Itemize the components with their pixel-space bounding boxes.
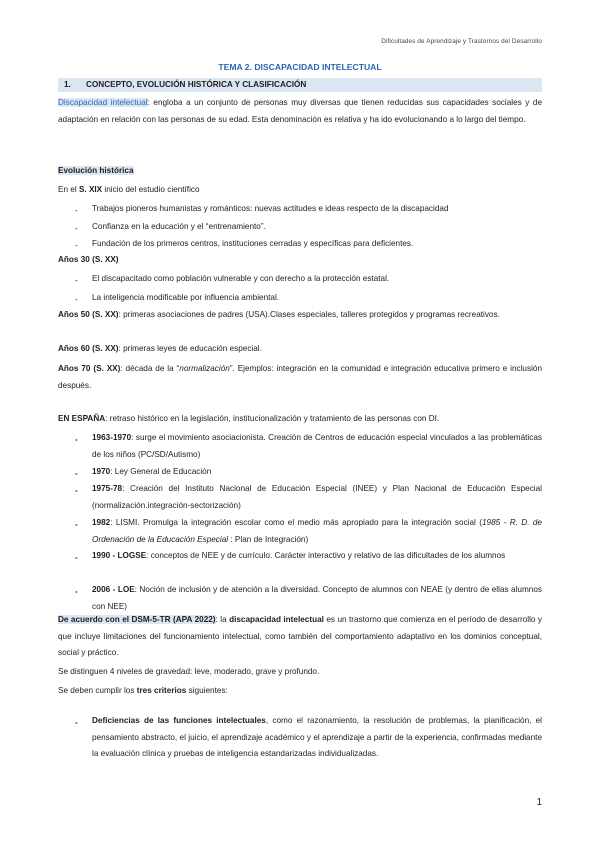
dsm-paragraph (58, 612, 542, 662)
item-text: : conceptos de NEE y de currículo. Carácter interactivo y relativo de las dificultades de los alumnos (146, 551, 506, 560)
a70-italic: normalización (179, 364, 230, 373)
item-text: : LISMI. Promulga la integración escolar como el medio más apropiado para la integración social ( (110, 518, 482, 527)
criterios-line (58, 683, 542, 700)
dsm-text: es un trastorno que comienza en el período de desarrollo y que incluye limitaciones del funcionamiento intelectual, como también del comportamiento adaptativo en los dominios conceptual, social y práctico. (58, 615, 542, 658)
a60-text: : primeras leyes de educación especial. (118, 344, 262, 353)
item-bold: 1975-78 (92, 484, 123, 493)
sxix-post: inicio del estudio científico (102, 185, 200, 194)
intro-paragraph (58, 95, 542, 128)
a70-post: ”. Ejemplos: integración en la comunidad e integración educativa primero e inclusión después. (58, 364, 542, 390)
item-text: : surge el movimiento asociacionista. Creación de Centros de educación especial vinculados a las problemáticas de los niños (PC/SD/Autismo) (92, 433, 542, 459)
section-label: CONCEPTO, EVOLUCIÓN HISTÓRICA Y CLASIFICACIÓN (86, 80, 307, 89)
item-text: : Ley General de Educación (110, 467, 212, 476)
dsm-bold: De acuerdo con el DSM-5-TR (APA 2022) (58, 615, 216, 624)
bullet-dash: - (75, 718, 78, 727)
section-number: 1. (64, 80, 71, 89)
evolucion-heading-line (58, 163, 542, 180)
dsm-term: discapacidad intelectual (229, 615, 324, 624)
item-bold: 2006 - LOE (92, 585, 135, 594)
bullet-dash: - (75, 587, 78, 596)
evolucion-heading: Evolución histórica (58, 166, 134, 175)
espana-item (92, 582, 542, 615)
espana-item (92, 464, 542, 481)
sxix-line (58, 182, 542, 199)
list-item: Trabajos pioneros humanistas y románticos: nuevas actitudes e ideas respecto de la discapacidad (92, 204, 449, 213)
bullet-dash: - (75, 486, 78, 495)
page-title: TEMA 2. DISCAPACIDAD INTELECTUAL (218, 62, 382, 72)
list-item: Fundación de los primeros centros, instituciones cerradas y específicas para deficientes. (92, 239, 414, 248)
criterio-text: , como el razonamiento, la resolución de problemas, la planificación, el pensamiento abstracto, el juicio, el aprendizaje académico y el aprendizaje a partir de la experiencia, confirmadas mediante la evaluación clínica y pruebas de inteligencia estandarizadas individualizadas. (92, 716, 542, 759)
a50-paragraph (58, 307, 542, 324)
niveles-line: Se distinguen 4 niveles de gravedad: leve, moderado, grave y profundo. (58, 667, 320, 676)
list-item: Confianza en la educación y el “entrenamiento”. (92, 222, 266, 231)
a30-heading: Años 30 (S. XX) (58, 255, 119, 264)
espana-text: : retraso histórico en la legislación, institucionalización y tratamiento de las personas con DI. (105, 414, 440, 423)
bullet-dash: - (75, 206, 78, 215)
bullet-dash: - (75, 553, 78, 562)
item-italic: 1985 - R. D. de Ordenación de la Educación Especial (92, 518, 542, 544)
item-bold: 1970 (92, 467, 111, 476)
running-header: Dificultades de Aprendizaje y Trastornos del Desarrollo (381, 38, 542, 45)
a60-bold: Años 60 (S. XX) (58, 344, 119, 353)
criterios-pre: Se deben cumplir los (58, 686, 137, 695)
espana-item (92, 481, 542, 514)
a50-text: : primeras asociaciones de padres (USA).Clases especiales, talleres protegidos y programas recreativos. (118, 310, 500, 319)
bullet-dash: - (75, 469, 78, 478)
sxix-bold: S. XIX (78, 185, 103, 194)
bullet-dash: - (75, 241, 78, 250)
a60-paragraph (58, 341, 542, 358)
item-tail: : Plan de Integración) (228, 534, 309, 544)
bullet-dash: - (75, 435, 78, 444)
section-heading (58, 78, 542, 92)
criterio-item (92, 713, 542, 763)
item-bold: 1982 (92, 518, 111, 527)
sxix-pre: En el (58, 185, 79, 194)
page-number: 1 (536, 797, 542, 808)
item-bold: 1990 - LOGSE (92, 551, 147, 560)
list-item: La inteligencia modificable por influencia ambiental. (92, 293, 280, 302)
a70-bold: Años 70 (S. XX) (58, 364, 121, 373)
espana-paragraph (58, 411, 542, 428)
bullet-dash: - (75, 295, 78, 304)
dsm-mid: : la (215, 615, 230, 624)
item-text: : Creación del Instituto Nacional de Educación Especial (INEE) y Plan Nacional de Educación Especial (normalización.integración-sectorización) (92, 484, 542, 510)
list-item: El discapacitado como población vulnerable y con derecho a la protección estatal. (92, 274, 390, 283)
intro-term: Discapacidad intelectual (58, 98, 148, 107)
criterio-bold: Deficiencias de las funciones intelectuales (92, 716, 266, 725)
bullet-dash: - (75, 276, 78, 285)
bullet-dash: - (75, 520, 78, 529)
criterios-bold: tres criterios (136, 686, 187, 695)
espana-bold: EN ESPAÑA (58, 414, 106, 423)
a50-bold: Años 50 (S. XX) (58, 310, 119, 319)
espana-item (92, 430, 542, 463)
criterios-post: siguientes: (186, 686, 228, 695)
bullet-dash: - (75, 224, 78, 233)
espana-item (92, 515, 542, 548)
item-bold: 1963-1970 (92, 433, 132, 442)
item-text: : Noción de inclusión y de atención a la diversidad. Concepto de alumnos con NEAE (y dentro de ellas alumnos con NEE) (92, 585, 542, 611)
a70-paragraph (58, 361, 542, 394)
a70-pre: : década de la “ (120, 364, 180, 373)
espana-item (92, 548, 542, 565)
intro-text: : engloba a un conjunto de personas muy diversas que tienen reducidas sus capacidades sociales y de adaptación en relación con las personas de su edad. Esta denominación es relativa y ha ido evolucionando a lo largo del tiempo. (58, 98, 543, 124)
